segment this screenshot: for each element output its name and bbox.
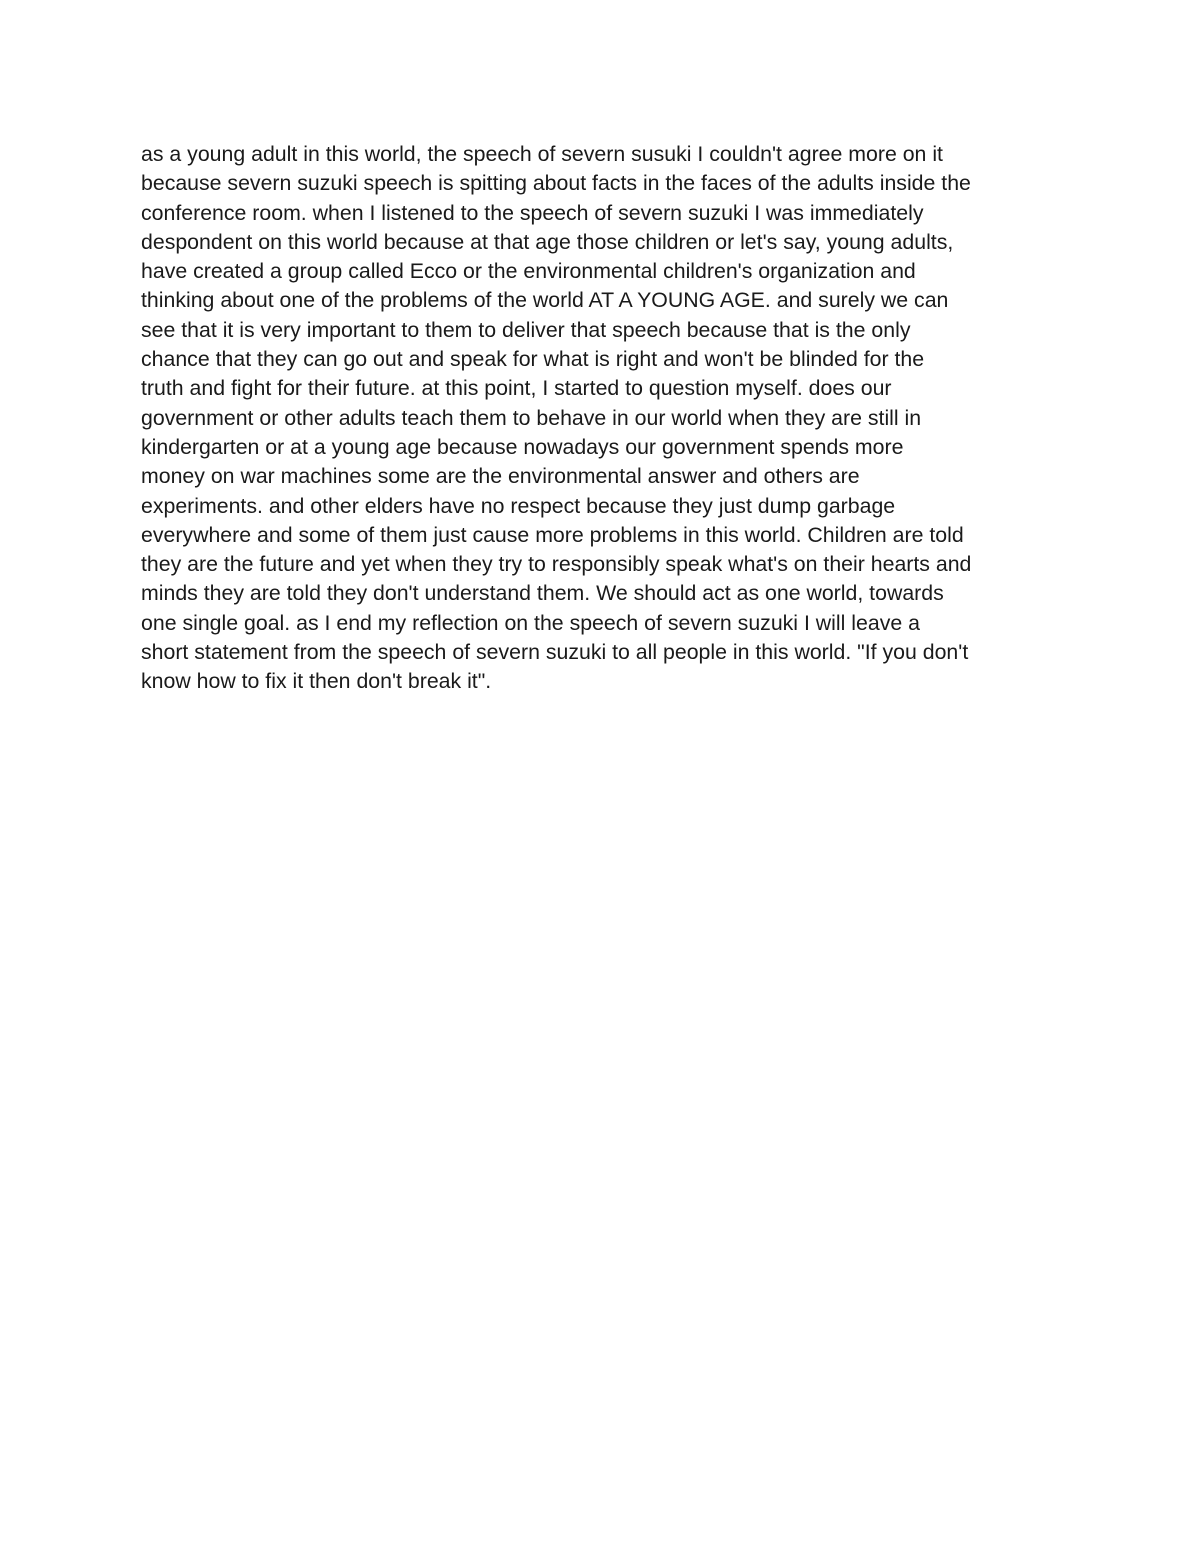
paragraph-line: despondent on this world because at that age those children or let's say, young adults, bbox=[141, 229, 954, 254]
paragraph-line: minds they are told they don't understand them. We should act as one world, towards bbox=[141, 581, 944, 606]
paragraph-line: everywhere and some of them just cause more problems in this world. Children are told bbox=[141, 522, 964, 547]
reflection-paragraph bbox=[141, 140, 1081, 697]
paragraph-line: because severn suzuki speech is spitting about facts in the faces of the adults inside the bbox=[141, 171, 971, 196]
paragraph-line: truth and fight for their future. at this point, I started to question myself. does our bbox=[141, 376, 892, 401]
paragraph-line: money on war machines some are the environmental answer and others are bbox=[141, 464, 860, 489]
paragraph-line: thinking about one of the problems of the world AT A YOUNG AGE. and surely we can bbox=[141, 288, 949, 313]
paragraph-line: see that it is very important to them to deliver that speech because that is the only bbox=[141, 317, 911, 342]
paragraph-line: know how to fix it then don't break it". bbox=[141, 669, 492, 694]
paragraph-line: one single goal. as I end my reflection on the speech of severn suzuki I will leave a bbox=[141, 610, 920, 635]
paragraph-line: chance that they can go out and speak for what is right and won't be blinded for the bbox=[141, 347, 925, 372]
paragraph-line: government or other adults teach them to behave in our world when they are still in bbox=[141, 405, 922, 430]
paragraph-line: they are the future and yet when they try to responsibly speak what's on their hearts and bbox=[141, 552, 972, 577]
paragraph-line: experiments. and other elders have no respect because they just dump garbage bbox=[141, 493, 896, 518]
paragraph-line: as a young adult in this world, the speech of severn susuki I couldn't agree more on it bbox=[141, 142, 943, 166]
paragraph-line: conference room. when I listened to the speech of severn suzuki I was immediately bbox=[141, 200, 924, 225]
paragraph-line: kindergarten or at a young age because nowadays our government spends more bbox=[141, 434, 904, 459]
paragraph-line: have created a group called Ecco or the environmental children's organization and bbox=[141, 259, 916, 284]
paragraph-line: short statement from the speech of severn suzuki to all people in this world. "If you don't bbox=[141, 640, 969, 665]
